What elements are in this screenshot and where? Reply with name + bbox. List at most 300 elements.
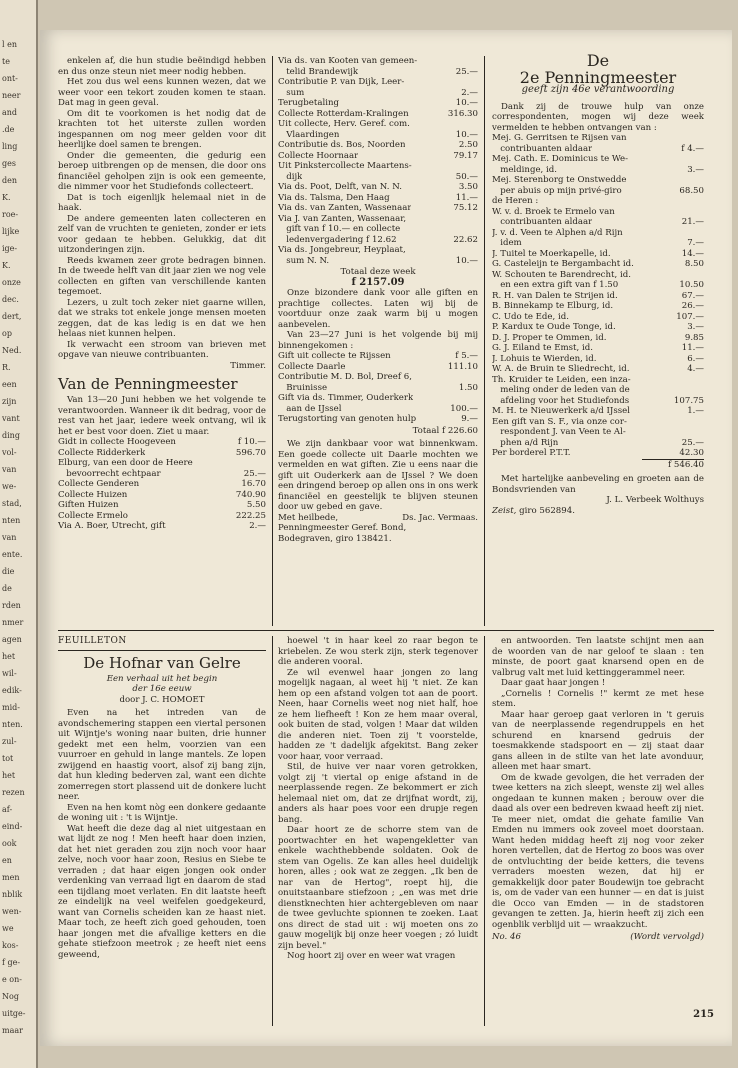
ledger-row <box>492 207 704 218</box>
ledger-label: bevoorrecht echtpaar <box>58 468 161 479</box>
adjacent-page-margin <box>0 0 38 1068</box>
ledger-row <box>278 383 478 394</box>
ledger-label: C. Udo te Ede, id. <box>492 311 569 322</box>
ledger-row <box>278 130 478 141</box>
ledger-label: Th. Kruider te Leiden, een inza- <box>492 374 631 385</box>
ledger-row <box>58 500 266 511</box>
ledger-row <box>278 235 478 246</box>
ledger-row <box>278 172 478 183</box>
ledger-amount: 7.— <box>687 238 704 248</box>
ledger-label: Via ds. Poot, Delft, van N. N. <box>278 182 402 192</box>
ledger-label: Gift via ds. Timmer, Ouderkerk <box>278 393 414 403</box>
ledger-amount: 4.— <box>687 364 704 374</box>
paragraph: en antwoorden. Ten laatste schijnt men aan de woorden van de nar geloof te slaan : ten minste, de poort gaat knarsend open en de valbrug valt met luid kettinggerammel neer. <box>492 636 704 678</box>
ledger-label: Collecte Hoornaar <box>278 150 359 161</box>
ledger-label: W. Schouten te Barendrecht, id. <box>492 269 631 280</box>
margin-fragment: Nog <box>2 992 19 1001</box>
margin-fragment: tot <box>2 754 14 763</box>
ledger-row <box>492 144 704 155</box>
ledger-amount: 10.— <box>455 129 478 140</box>
ledger-label: contribuanten aldaar <box>492 143 593 154</box>
ledger-label: J. v. d. Veen te Alphen a/d Rijn <box>492 227 623 238</box>
ledger-label: en een extra gift van f 1.50 <box>492 280 619 290</box>
margin-fragment: .de <box>2 125 15 134</box>
margin-fragment: stad, <box>2 499 22 508</box>
ledger-row <box>58 479 266 490</box>
feuilleton-author: door J. C. HOMOET <box>119 694 205 705</box>
margin-fragment: het <box>2 652 16 661</box>
ledger-amount: 5.50 <box>246 500 266 510</box>
ledger-amount: 8.50 <box>684 259 704 269</box>
ledger-label: Via ds. van Zanten, Wassenaar <box>278 203 412 213</box>
paragraph: Daar hoort ze de schorre stem van de poortwachter en het wapengekletter van enkele wachthebbende soldaten. Ook de stem van Ogelis. Ze kan alles heel duidelijk horen, alles ; ook wat ze zeggen. „Ik ben de nar van de Hertog", roept hij, die onuitstaanbare stiefzoon ; „en was met drie dienstknechten hier achtergebleven om naar de twee gevluchte spionnen te zoeken. Laat ons direct de stad uit : wij moeten ons zo gauw mogelijk bij onze heer voegen ; zó luidt zijn bevel." <box>278 825 478 951</box>
ledger-row <box>492 406 704 417</box>
ledger-row <box>492 322 704 333</box>
ledger-amount: 67.— <box>681 290 704 301</box>
ledger-label: Collecte Daarle <box>278 361 346 372</box>
ledger-row <box>278 56 478 67</box>
ledger-row <box>492 438 704 449</box>
ledger-amount: 21.— <box>681 217 704 227</box>
margin-fragment: vol- <box>2 448 17 457</box>
ledger-label: telid Brandewijk <box>278 66 359 77</box>
ledger-row <box>278 372 478 383</box>
ledger-amount: 3.— <box>687 164 704 175</box>
ledger-label: Mej. Sterenborg te Onstwedde <box>492 175 627 185</box>
ledger-amount: 3.— <box>687 322 704 332</box>
ledger-row <box>492 228 704 239</box>
margin-fragment: een <box>2 380 17 389</box>
verantwoording-subtitle: geeft zijn 46e verantwoording <box>521 84 675 95</box>
margin-fragment: ont- <box>2 74 18 83</box>
feuilleton-text-3 <box>492 636 704 930</box>
paragraph: hoewel 't in haar keel zo raar begon te kriebelen. Ze wou sterk zijn, sterk tegenover die anderen vooral. <box>278 636 478 667</box>
ledger-row <box>492 165 704 176</box>
ledger-label: meldinge, id. <box>492 164 557 175</box>
ledger-amount: 107.75 <box>673 395 704 406</box>
ledger-amount: 25.— <box>681 437 704 448</box>
ledger-label: per abuis op mijn privé-giro <box>492 185 622 196</box>
ledger-row <box>278 98 478 109</box>
ledger-label: Collecte Huizen <box>58 489 128 500</box>
ledger-label: meling onder de leden van de <box>492 385 630 395</box>
feuilleton-text-2 <box>278 636 478 962</box>
margin-fragment: af- <box>2 805 13 814</box>
ledger-label: B. Binnekamp te Elburg, id. <box>492 301 614 311</box>
margin-fragment: ige- <box>2 244 18 253</box>
ledger-row <box>278 119 478 130</box>
margin-fragment: ges <box>2 159 16 168</box>
margin-fragment: agen <box>2 635 22 644</box>
margin-fragment: ente. <box>2 550 23 559</box>
ledger-label: Vlaardingen <box>278 129 340 140</box>
ledger-label: Gift uit collecte te Rijssen <box>278 351 391 361</box>
ledger-row <box>58 511 266 522</box>
column-2-top <box>278 56 478 544</box>
ledger-row <box>492 333 704 344</box>
ledger-row <box>278 203 478 214</box>
ledger-amount: 75.12 <box>453 203 478 213</box>
ledger-row <box>492 427 704 438</box>
margin-fragment: van <box>2 465 17 474</box>
feuilleton-column-3 <box>492 636 704 943</box>
ledger-label: Terugstorting van genoten hulp <box>278 414 417 424</box>
paragraph: Van 23—27 Juni is het volgende bij mij binnengekomen : <box>278 330 478 351</box>
ledger-row <box>278 245 478 256</box>
ledger-label: G. Casteleijn te Bergambacht id. <box>492 259 634 269</box>
ledger-row <box>492 280 704 291</box>
margin-fragment: edik- <box>2 686 22 695</box>
feuilleton-column-1 <box>58 636 266 960</box>
ledger-label: respondent J. van Veen te Al- <box>492 427 626 437</box>
ledger-row <box>492 154 704 165</box>
giro-place: Zeist, <box>492 505 517 516</box>
paragraph: Ik verwacht een stroom van brieven met opgave van nieuwe contribuanten. <box>58 339 266 360</box>
margin-fragment: lijke <box>2 227 20 236</box>
paragraph: Even na hen komt nòg een donkere gedaante de woning uit : 't is Wijntje. <box>58 802 266 823</box>
paragraph: Dat is toch eigenlijk helemaal niet in de haak. <box>58 192 266 213</box>
feuilleton-label: FEUILLETON <box>58 636 127 646</box>
ledger-label: Via J. van Zanten, Wassenaar, <box>278 213 407 224</box>
ledger-row <box>278 351 478 362</box>
penningmeester-intro: Van 13—20 Juni hebben we het volgende te verantwoorden. Wanneer ik dit bedrag, voor de rest van het jaar, iedere week ontvang, wil ik het er best voor doen. Ziet u maar. <box>58 395 266 437</box>
to-be-continued: (Wordt vervolgd) <box>630 932 704 942</box>
margin-fragment: zijn <box>2 397 17 406</box>
margin-fragment: men <box>2 873 20 882</box>
ledger-label: Elburg, van een door de Heere <box>58 458 193 468</box>
ledger-label: Uit Pinkstercollecte Maartens- <box>278 161 412 171</box>
ledger-row <box>278 414 478 425</box>
ledger-amount: 16.70 <box>241 479 266 489</box>
paragraph: Om dit te voorkomen is het nodig dat de krachten tot het uiterste zullen worden ingespannen om nog meer gelden voor dit heerlijke doel samen te brengen. <box>58 108 266 150</box>
ledger-row <box>278 256 478 267</box>
ledger-label: W. A. de Bruin te Sliedrecht, id. <box>492 364 630 374</box>
ledger-label: sum N. N. <box>278 255 330 266</box>
ledger-label: Per borderel P.T.T. <box>492 448 571 458</box>
ledger-label: Mej. Cath. E. Dominicus te We- <box>492 154 629 164</box>
margin-fragment: dert, <box>2 312 22 321</box>
giro-number: giro 562894. <box>519 505 575 516</box>
ledger-amount: 111.10 <box>447 361 478 372</box>
paragraph: enkelen af, die hun studie beëindigd hebben en dus onze steun niet meer nodig hebben. <box>58 56 266 77</box>
ledger-row <box>492 354 704 365</box>
margin-fragment: nmer <box>2 618 24 627</box>
section-divider <box>58 630 714 631</box>
ledger-label: J. Tuitel te Moerkapelle, id. <box>492 248 611 259</box>
van-de-penningmeester-heading: Van de Penningmeester <box>58 375 238 393</box>
ledger-label: Giften Huizen <box>58 500 119 510</box>
ledger-row <box>492 259 704 270</box>
ledger-label: Via ds. van Kooten van gemeen- <box>278 56 418 66</box>
ledger-label: Collecte Ridderkerk <box>58 447 146 458</box>
margin-fragment: vant <box>2 414 20 423</box>
ledger-amount: 222.25 <box>235 510 266 521</box>
column-divider <box>484 636 485 1026</box>
ledger-amount: 11.— <box>455 192 478 203</box>
ledger-label: Mej. G. Gerritsen te Rijsen van <box>492 133 627 143</box>
margin-fragment: zul- <box>2 737 17 746</box>
ledger-amount: 740.90 <box>235 489 266 500</box>
vermaas-text <box>278 288 478 351</box>
margin-fragment: l en <box>2 40 17 49</box>
margin-fragment: R. <box>2 363 11 372</box>
margin-fragment: nten. <box>2 720 23 729</box>
feuilleton-subtitle-2: der 16e eeuw <box>132 684 192 694</box>
ledger-label: Gidt in collecte Hoogeveen <box>58 437 176 447</box>
ledger-label: D. J. Proper te Ommen, id. <box>492 332 607 343</box>
margin-fragment: ding <box>2 431 20 440</box>
signer-name: J. L. Verbeek Wolthuys <box>606 495 704 505</box>
paragraph: Maar haar geroep gaat verloren in 't geruis van de neerplassende regendruppels en het schurend en knarsend gedruis der toesmakkende stadspoort en — zij staat daar gans alleen in de stilte van het late avonduur, alleen met haar smart. <box>492 709 704 772</box>
ledger-row <box>278 77 478 88</box>
timmer-signature: Timmer. <box>230 360 266 371</box>
ledger-amount: 316.30 <box>447 108 478 119</box>
heilbede-line: Met heilbede, <box>278 512 339 523</box>
ledger-amount: 596.70 <box>235 447 266 458</box>
margin-fragment: Ned. <box>2 346 22 355</box>
paragraph: De andere gemeenten laten collecteren en zelf van de vruchten te genieten, zonder er iets voor gedaan te hebben. Gelukkig, dat dit uitzonderingen zijn. <box>58 213 266 255</box>
ledger-label: gift van f 10.— en collecte <box>278 224 401 234</box>
newspaper-page <box>40 30 732 1046</box>
margin-fragment: rezen <box>2 788 25 797</box>
ledger-row <box>58 490 266 501</box>
margin-fragment: K. <box>2 193 11 202</box>
verantwoording-total: f 546.40 <box>642 459 704 471</box>
ledger-amount: 3.50 <box>458 182 478 192</box>
page-number: 215 <box>693 1009 714 1020</box>
paragraph: Ze wil evenwel haar jongen zo lang mogelijk nagaan, al weet hij 't niet. Ze kan hem op een afstand volgen tot aan de poort. Neen, haar Cornelis weet nog niet half, hoe ze hem liefheeft ! Kon ze hem maar overal, ook buiten de stad, volgen ! Maar dat wilden die anderen niet. Toen zij 't voorstelde, hadden ze 't dadelijk afgekitst. Bang zeker voor haar, voor verraad. <box>278 667 478 762</box>
paragraph: Even na het intreden van de avondschemering stappen een viertal personen uit Wijntje's woning naar buiten, drie hunner gedekt met een helm, voorzien van een vuurroer en gehuld in lange mantels. Ze lopen zwijgend en haastig voort, alsof zij bang zijn, dat hun kleding bederven zal, want een dichte zomerregen stort plassend uit de donkere lucht neer. <box>58 708 266 802</box>
paragraph: Onze bizondere dank voor alle giften en prachtige collectes. Laten wij bij de voortduur onze zaak warm bij u mogen aanbevelen. <box>278 288 478 330</box>
paragraph: „Cornelis ! Cornelis !" kermt ze met hese stem. <box>492 688 704 709</box>
margin-fragment: kos- <box>2 941 19 950</box>
ledger-row <box>492 396 704 407</box>
ledger-amount: 25.— <box>243 468 266 479</box>
ledger-amount: 25.— <box>455 66 478 77</box>
ledger-amount: 10.50 <box>679 280 704 290</box>
ledger-amount: 1.— <box>687 406 704 416</box>
ledger-row <box>492 249 704 260</box>
margin-fragment: van <box>2 533 17 542</box>
ledger-label: Collecte Rotterdam-Kralingen <box>278 108 409 119</box>
margin-fragment: eind- <box>2 822 23 831</box>
total-label: Totaal <box>412 425 440 436</box>
ledger-row <box>492 301 704 312</box>
ledger-amount: 2.50 <box>458 140 478 150</box>
ledger-label: ledenvergadering f 12.62 <box>278 234 397 245</box>
paragraph: Reeds kwamen zeer grote bedragen binnen. In de tweede helft van dit jaar zien we nog vele collecten en giften van verschillende kanten tegemoet. <box>58 255 266 297</box>
verantwoording-entries <box>492 133 704 459</box>
ledger-label: Contributie ds. Bos, Noorden <box>278 140 406 150</box>
ledger-row <box>278 182 478 193</box>
ledger-label: Terugbetaling <box>278 98 339 108</box>
ledger-label: Contributie M. D. Bol, Dreef 6, <box>278 372 412 382</box>
ledger-amount: 22.62 <box>453 234 478 245</box>
ledger-row <box>278 88 478 99</box>
ledger-row <box>492 291 704 302</box>
ledger-label: sum <box>278 87 305 98</box>
ledger-row <box>278 224 478 235</box>
margin-fragment: maar <box>2 1026 23 1035</box>
paragraph: Wat heeft die deze dag al niet uitgestaan en wat lijdt ze nog ! Men heeft haar doen inzien, dat het niet geraden zou zijn noch voor haar zelve, noch voor haar zoon, Resius en Siebe te verraden ; dat haar eigen jongen ook onder verdenking van verraad ligt en daarom de stad een tijdlang moet verlaten. En dit laatste heeft ze eindelijk na veel weifelen goedgekeurd, want van Cornelis scheiden kan ze haast niet. Maar toch, ze heeft zich goed gehouden, toen haar jongen met die afvallige ketters en die gehate stiefzoon meetrok ; ze heeft niet eens geweend, <box>58 823 266 960</box>
ledger-label: W. v. d. Broek te Ermelo van <box>492 206 615 217</box>
ledger-row <box>492 196 704 207</box>
margin-fragment: f ge- <box>2 958 21 967</box>
margin-fragment: K. <box>2 261 11 270</box>
margin-fragment: dec. <box>2 295 19 304</box>
margin-fragment: het <box>2 771 16 780</box>
ledger-label: dijk <box>278 171 303 182</box>
paragraph: Het zou dus wel eens kunnen wezen, dat we weer voor een tekort zouden komen te staan. Dat mag in geen geval. <box>58 77 266 108</box>
vermaas-closing: We zijn dankbaar voor wat binnenkwam. Een goede collecte uit Daarle mochten we vermelden en wat giften. Zie u eens naar die gift uit Ouderkerk aan de IJssel ? We doen een dringend beroep op allen ons in ons werk financiëel en geestelijk te blijven steunen door uw gebed en gave. <box>278 439 478 512</box>
ledger-row <box>278 193 478 204</box>
bodegraven-giro: Bodegraven, giro 138421. <box>278 533 392 544</box>
studiefonds-appeal <box>58 56 266 361</box>
column-divider <box>272 56 273 626</box>
ledger-amount: 10.— <box>455 255 478 266</box>
margin-fragment: wil- <box>2 669 17 678</box>
ledger-label: idem <box>492 238 522 248</box>
ledger-row <box>492 186 704 197</box>
ledger-row <box>492 133 704 144</box>
ledger-amount: 11.— <box>681 343 704 353</box>
ledger-label: Via A. Boer, Utrecht, gift <box>58 521 166 531</box>
ledger-row <box>58 469 266 480</box>
ledger-row <box>492 448 704 459</box>
margin-fragment: den <box>2 176 18 185</box>
ledger-label: M. H. te Nieuwerkerk a/d IJssel <box>492 406 631 416</box>
ledger-label: Collecte Ermelo <box>58 510 128 521</box>
penningmeester-title-line: Penningmeester Geref. Bond, <box>278 523 407 533</box>
margin-fragment: wen- <box>2 907 22 916</box>
paragraph: Onder die gemeenten, die gedurig een beroep uitbrengen op de mensen, die door ons financiëel geholpen zijn is ook een gemeente, die nimmer voor het Studiefonds collecteert. <box>58 150 266 192</box>
ledger-label: aan de IJssel <box>278 403 342 414</box>
ledger-label: Collecte Genderen <box>58 479 140 489</box>
ledger-row <box>278 151 478 162</box>
ledger-label: Uit collecte, Herv. Geref. com. <box>278 119 410 129</box>
ledger-row <box>278 214 478 225</box>
margin-fragment: e on- <box>2 975 22 984</box>
total-week-amount: f 2157.09 <box>351 276 405 288</box>
ledger-amount: 107.— <box>676 311 704 322</box>
tweede-penningmeester-heading: 2e Penningmeester <box>519 67 677 87</box>
paragraph: Om de kwade gevolgen, die het verraden der twee ketters na zich sleept, wenste zij wel alles ongedaan te kunnen maken ; berouw over die daad als over een bedreven kwaad heeft zij niet. Te meer niet, omdat die gehate familie Van Emden nu immers ook zoveel moet doorstaan. Want heden middag heeft zij nog voor zeker horen vertellen, dat de Hertog zo boos was over de ontvluchting der beide ketters, die tevens verraders moesten wezen, dat hij er gemakkelijk door pater Boudewijn toe gebracht is, om de vader van een hunner — en dat is juist die Occo van Emden — in de stadstoren gevangen te zetten. Ja, hierin heeft zij zich een ogenblik verblijd uit — wraakzucht. <box>492 772 704 930</box>
ledger-row <box>492 385 704 396</box>
closing-greeting: Met hartelijke aanbeveling en groeten aan de Bondsvrienden van <box>492 474 704 495</box>
ledger-row <box>278 109 478 120</box>
ledger-amount: f 10.— <box>237 437 266 447</box>
total-amount: f 226.60 <box>442 425 478 436</box>
ledger-amount: 50.— <box>455 171 478 182</box>
de-heading: De <box>586 51 610 70</box>
ledger-row <box>278 404 478 415</box>
ledger-row <box>278 140 478 151</box>
ledger-row <box>58 521 266 532</box>
margin-fragment: nten <box>2 516 21 525</box>
ledger-label: Bruinisse <box>278 382 328 393</box>
column-divider <box>272 636 273 1026</box>
penningmeester-entries <box>58 437 266 532</box>
ledger-label: de Heren : <box>492 196 539 206</box>
column-2-entries-second <box>278 351 478 425</box>
ledger-amount: 9.— <box>461 414 478 424</box>
column-divider <box>484 56 485 626</box>
column-2-entries <box>278 56 478 266</box>
ledger-amount: 26.— <box>681 301 704 311</box>
feuilleton-title: De Hofnar van Gelre <box>83 653 241 672</box>
margin-fragment: and <box>2 108 18 117</box>
ledger-row <box>278 161 478 172</box>
ledger-amount: 10.— <box>455 98 478 108</box>
paragraph: Daar gaat haar jongen ! <box>501 678 606 688</box>
ledger-row <box>492 175 704 186</box>
margin-fragment: ling <box>2 142 18 151</box>
ledger-row <box>492 312 704 323</box>
ledger-label: R. H. van Dalen te Strijen id. <box>492 290 618 301</box>
ledger-row <box>278 67 478 78</box>
margin-fragment: te <box>2 57 10 66</box>
ledger-row <box>492 238 704 249</box>
feuilleton-subtitle-1: Een verhaal uit het begin <box>106 673 218 684</box>
ledger-label: G. J. Eiland te Emst, id. <box>492 343 593 353</box>
ledger-row <box>58 448 266 459</box>
margin-fragment: we- <box>2 482 17 491</box>
margin-fragment: op <box>2 329 12 338</box>
issue-number: No. 46 <box>492 932 521 942</box>
ledger-label: afdeling voor het Studiefonds <box>492 395 630 406</box>
ledger-row <box>492 343 704 354</box>
total-week-label: Totaal deze week <box>340 267 416 277</box>
ledger-row <box>58 437 266 448</box>
margin-fragment: nblik <box>2 890 23 899</box>
margin-fragment: onze <box>2 278 21 287</box>
ledger-amount: 14.— <box>681 248 704 259</box>
ledger-label: Via ds. Jongebreur, Heyplaat, <box>278 245 406 255</box>
ledger-label: Een gift van S. F., via onze cor- <box>492 416 627 427</box>
ledger-row <box>492 375 704 386</box>
column-3-top <box>492 51 704 516</box>
margin-fragment: rden <box>2 601 21 610</box>
margin-fragment: roe- <box>2 210 19 219</box>
ledger-amount: 100.— <box>450 403 478 414</box>
ledger-amount: 9.85 <box>684 332 704 343</box>
ledger-row <box>492 217 704 228</box>
paragraph: Stil, de huive ver naar voren getrokken, volgt zij 't viertal op enige afstand in de neerplassende regen. Ze bekommert er zich helemaal niet om, dat ze drijfnat wordt, zij, anders als haar poes voor een drupje regen bang. <box>278 762 478 825</box>
verantwoording-intro: Dank zij de trouwe hulp van onze correspondenten, mogen wij deze week vermelden te hebben ontvangen van : <box>492 101 704 133</box>
ledger-amount: 42.30 <box>679 448 704 458</box>
feuilleton-column-2 <box>278 636 478 962</box>
margin-fragment: ook <box>2 839 17 848</box>
ledger-label: P. Kardux te Oude Tonge, id. <box>492 322 616 332</box>
vermaas-name: Ds. Jac. Vermaas. <box>402 512 478 523</box>
ledger-row <box>278 362 478 373</box>
ledger-label: phen a/d Rijn <box>492 437 559 448</box>
ledger-row <box>492 270 704 281</box>
ledger-amount: 1.50 <box>458 382 478 393</box>
ledger-amount: f 5.— <box>455 351 478 361</box>
paragraph: Nog hoort zij over en weer wat vragen <box>287 951 456 961</box>
ledger-row <box>492 364 704 375</box>
ledger-amount: 2.— <box>249 521 266 531</box>
ledger-row <box>58 458 266 469</box>
margin-fragment: we <box>2 924 14 933</box>
ledger-amount: f 4.— <box>681 143 704 154</box>
margin-fragment: die <box>2 567 15 576</box>
ledger-amount: 6.— <box>687 353 704 364</box>
paragraph: Lezers, u zult toch zeker niet gaarne willen, dat we straks tot enkele jonge mensen moeten zeggen, dat de kas ledig is en dat we hen helaas niet kunnen helpen. <box>58 297 266 339</box>
ledger-row <box>278 393 478 404</box>
margin-fragment: en <box>2 856 12 865</box>
